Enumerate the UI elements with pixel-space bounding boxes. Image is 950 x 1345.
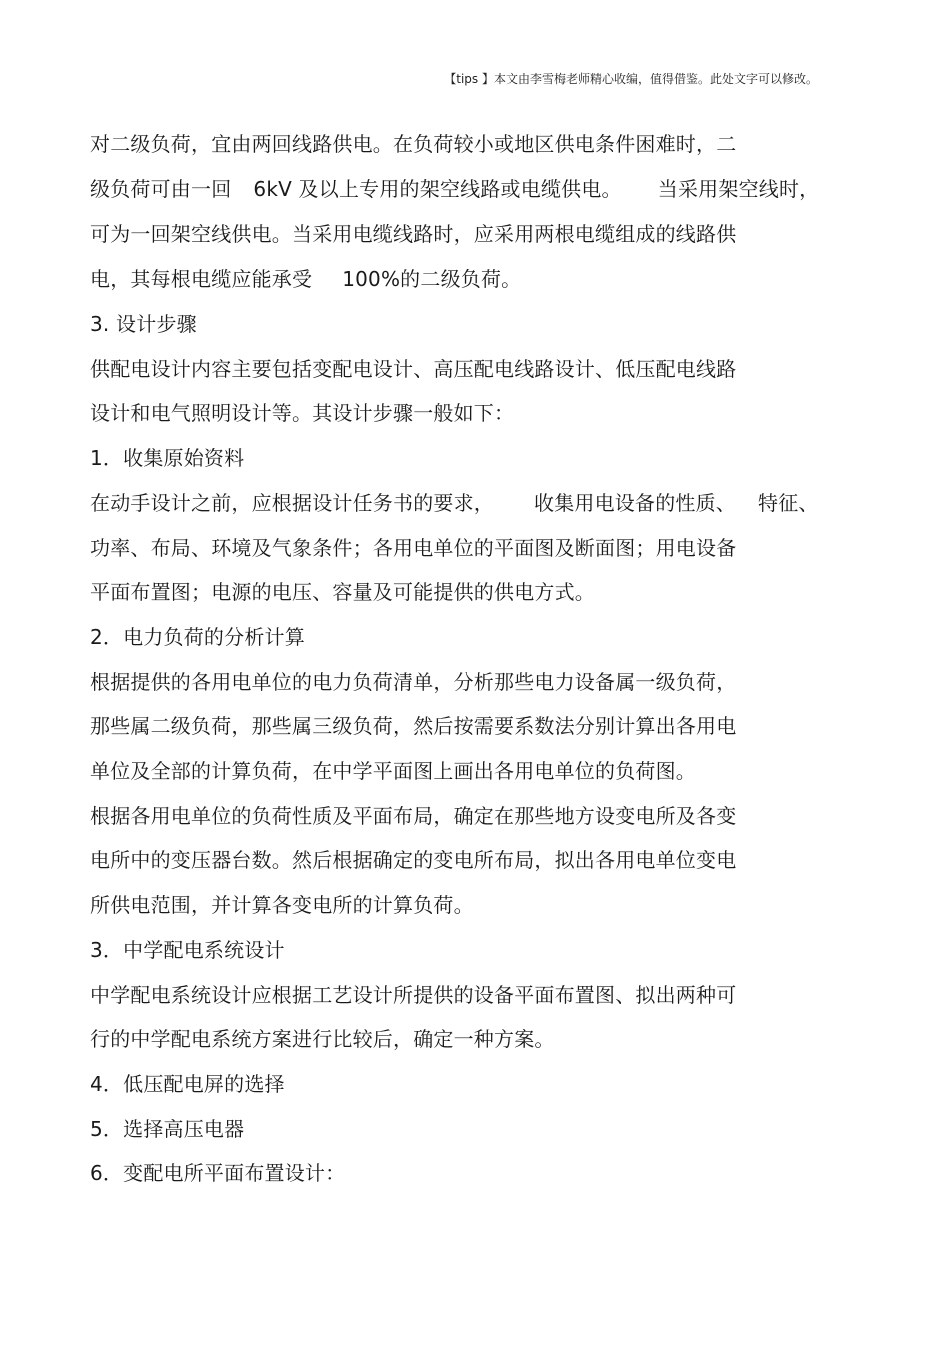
line-segment: 特征、 bbox=[758, 491, 819, 515]
header-tips-note: 【tips 】本文由李雪梅老师精心收编，值得借鉴。此处文字可以修改。 bbox=[444, 72, 818, 86]
step-heading: 5．选择高压电器 bbox=[90, 1117, 245, 1141]
paragraph-line: 设计和电气照明设计等。其设计步骤一般如下： bbox=[90, 401, 515, 425]
paragraph-line: 可为一回架空线供电。当采用电缆线路时，应采用两根电缆组成的线路供 bbox=[90, 222, 737, 246]
paragraph-line: 单位及全部的计算负荷，在中学平面图上画出各用电单位的负荷图。 bbox=[90, 759, 696, 783]
line-segment: 当采用架空线时， bbox=[657, 177, 820, 201]
paragraph-line bbox=[90, 489, 819, 517]
paragraph-line: 所供电范围，并计算各变电所的计算负荷。 bbox=[90, 893, 474, 917]
paragraph-line bbox=[90, 175, 819, 203]
paragraph-line: 那些属二级负荷，那些属三级负荷，然后按需要系数法分别计算出各用电 bbox=[90, 714, 737, 738]
paragraph-line: 供配电设计内容主要包括变配电设计、高压配电线路设计、低压配电线路 bbox=[90, 357, 737, 381]
step-heading: 3．中学配电系统设计 bbox=[90, 938, 285, 962]
paragraph-line: 平面布置图；电源的电压、容量及可能提供的供电方式。 bbox=[90, 580, 595, 604]
step-heading: 6．变配电所平面布置设计： bbox=[90, 1161, 346, 1185]
paragraph-line: 根据各用电单位的负荷性质及平面布局，确定在那些地方设变电所及各变 bbox=[90, 804, 737, 828]
step-heading: 4．低压配电屏的选择 bbox=[90, 1072, 285, 1096]
line-segment: 100%的二级负荷。 bbox=[342, 267, 522, 291]
paragraph-line: 电所中的变压器台数。然后根据确定的变电所布局，拟出各用电单位变电 bbox=[90, 848, 737, 872]
paragraph-line: 功率、布局、环境及气象条件；各用电单位的平面图及断面图；用电设备 bbox=[90, 536, 737, 560]
paragraph-line bbox=[90, 265, 521, 293]
paragraph-line: 对二级负荷，宜由两回线路供电。在负荷较小或地区供电条件困难时，二 bbox=[90, 132, 737, 156]
step-heading: 2．电力负荷的分析计算 bbox=[90, 625, 305, 649]
paragraph-line: 中学配电系统设计应根据工艺设计所提供的设备平面布置图、拟出两种可 bbox=[90, 983, 737, 1007]
line-segment: 级负荷可由一回 bbox=[90, 177, 232, 201]
line-segment: 收集用电设备的性质、 bbox=[534, 491, 736, 515]
line-segment: 电，其每根电缆应能承受 bbox=[90, 267, 313, 291]
line-segment: 6kV 及以上专用的架空线路或电缆供电。 bbox=[253, 177, 622, 201]
paragraph-line: 根据提供的各用电单位的电力负荷清单，分析那些电力设备属一级负荷， bbox=[90, 670, 737, 694]
paragraph-line: 行的中学配电系统方案进行比较后，确定一种方案。 bbox=[90, 1027, 555, 1051]
line-segment: 在动手设计之前，应根据设计任务书的要求， bbox=[90, 491, 494, 515]
step-heading: 1．收集原始资料 bbox=[90, 446, 245, 470]
section-heading: 3. 设计步骤 bbox=[90, 312, 197, 336]
